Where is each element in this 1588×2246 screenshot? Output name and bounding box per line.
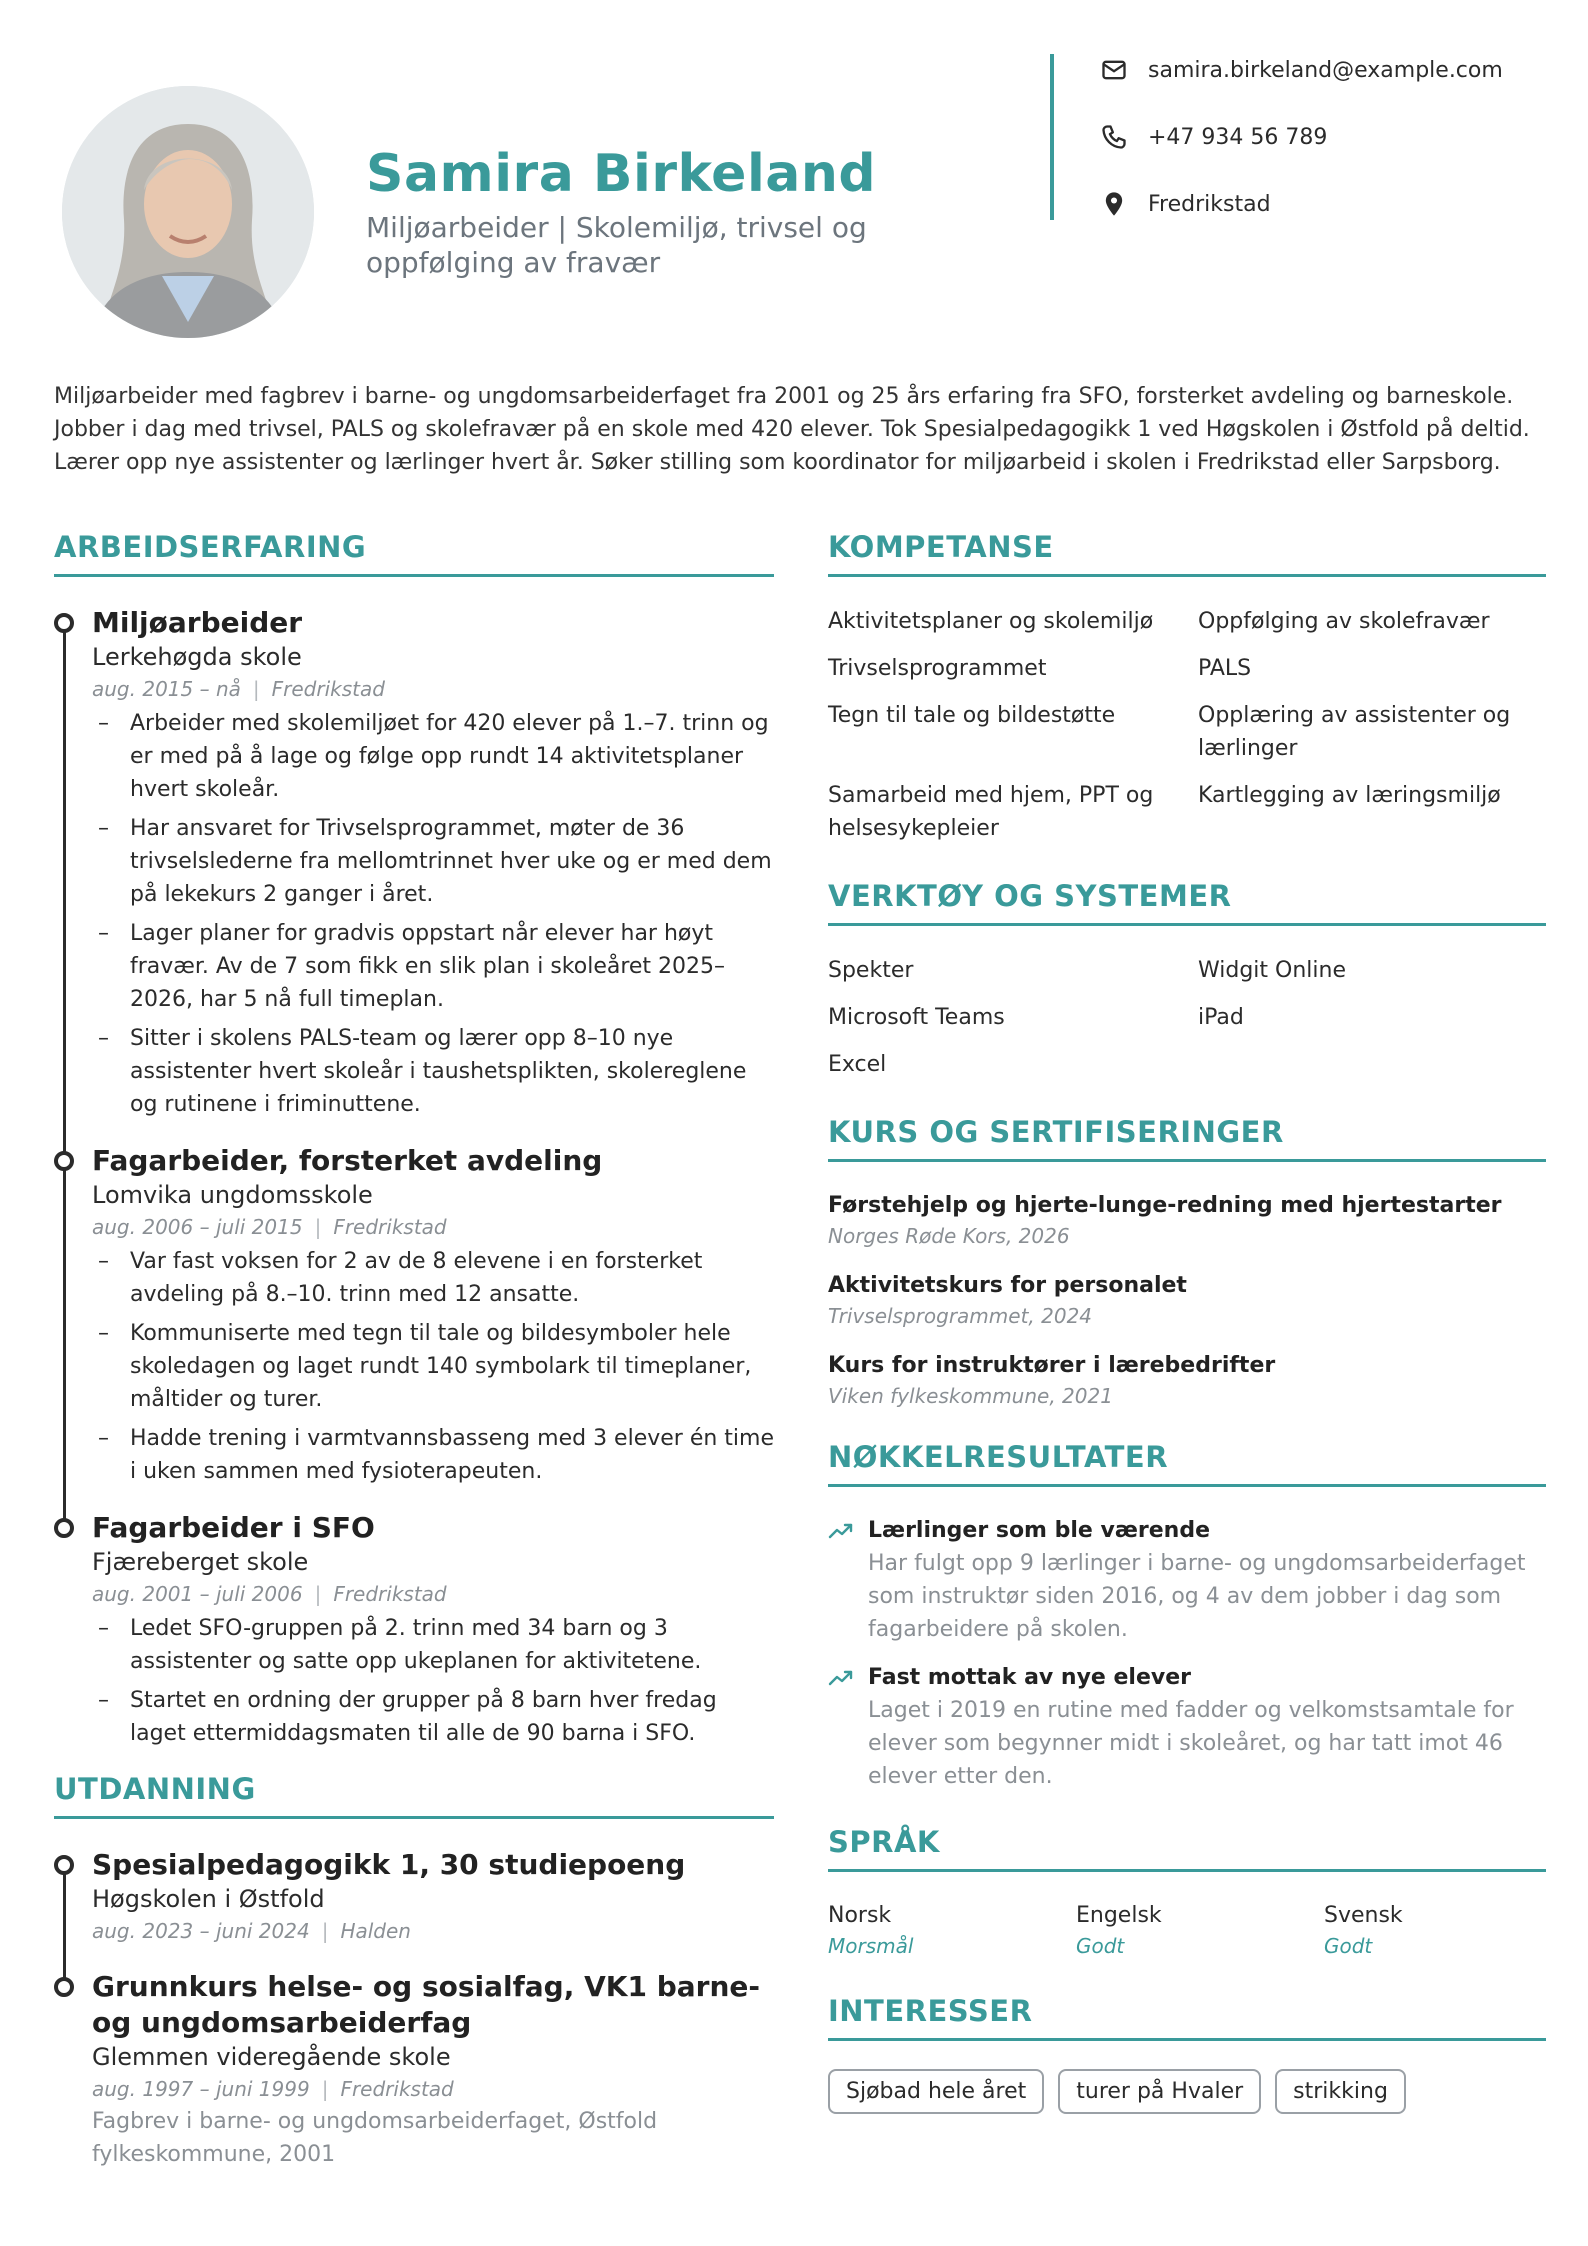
right-column [828, 530, 1546, 2114]
meta-separator: | [314, 1215, 322, 1239]
course-name: Førstehjelp og hjerte-lunge-redning med hjertestarter [828, 1193, 1502, 1218]
job-period: aug. 2006 – juli 2015 [92, 1215, 303, 1239]
language-item [1324, 1900, 1546, 1960]
job-period: aug. 2015 – nå [92, 677, 241, 701]
contact-email[interactable] [1100, 56, 1503, 84]
job-period: aug. 2001 – juli 2006 [92, 1582, 303, 1606]
contact-divider [1050, 54, 1054, 220]
skill-item: PALS [1198, 656, 1252, 681]
interests-list [828, 2069, 1546, 2114]
section-title-experience: ARBEIDSERFARING [54, 530, 774, 577]
timeline-line [63, 619, 66, 1528]
profile-summary: Miljøarbeider med fagbrev i barne- og ungdomsarbeiderfaget fra 2001 og 25 års erfaring fra SFO, forsterket avdeling og barneskole. Jobber i dag med trivsel, PALS og skolefravær på en skole med 420 elever. Tok Spesialpedagogikk 1 ved Høgskolen i Østfold på deltid. Lærer opp nye assistenter og lærlinger hvert år. Søker stilling som koordinator for miljøarbeid i skolen i Fredrikstad eller Sarpsborg. [54, 384, 1530, 475]
result-title: Lærlinger som ble værende [868, 1518, 1210, 1543]
skill-item: Oppfølging av skolefravær [1198, 609, 1490, 634]
course-item [828, 1270, 1546, 1330]
education-entry [92, 1847, 774, 1947]
education-timeline [54, 1847, 774, 2171]
education-meta [92, 1915, 774, 1947]
job-place: Fredrikstad [333, 1582, 447, 1606]
envelope-icon [1100, 56, 1128, 84]
bullet: – Hadde trening i varmtvannsbasseng med 3 elever én time i uken sammen med fysioterapeuten. [92, 1422, 774, 1488]
section-title-interests: INTERESSER [828, 1994, 1546, 2041]
education-note: Fagbrev i barne- og ungdomsarbeiderfaget, Østfold fylkeskommune, 2001 [92, 2109, 658, 2167]
cv-header [0, 0, 1588, 360]
tool-item: Widgit Online [1198, 958, 1347, 983]
education-meta [92, 2073, 774, 2105]
course-meta: Viken fylkeskommune, 2021 [828, 1384, 1113, 1408]
course-meta: Trivselsprogrammet, 2024 [828, 1304, 1093, 1328]
education-title: Spesialpedagogikk 1, 30 studiepoeng [92, 1848, 686, 1881]
skill-item: Tegn til tale og bildestøtte [828, 703, 1116, 728]
language-name: Norsk [828, 1903, 892, 1928]
tools-grid [828, 954, 1546, 1081]
result-item [828, 1515, 1546, 1646]
bullet: – Arbeider med skolemiljøet for 420 elever på 1.–7. trinn og er med på å lage og følge opp rundt 14 aktivitetsplaner hvert skoleår. [92, 707, 774, 806]
job-place: Fredrikstad [271, 677, 385, 701]
skill-item: Opplæring av assistenter og lærlinger [1198, 703, 1511, 761]
bullet: – Kommuniserte med tegn til tale og bildesymboler hele skoledagen og laget rundt 140 symbolark til timeplaner, måltider og turer. [92, 1317, 774, 1416]
result-text: Har fulgt opp 9 lærlinger i barne- og ungdomsarbeiderfaget som instruktør siden 2016, og 4 av dem jobber i dag som fagarbeidere på skolen. [868, 1551, 1526, 1642]
job-title: Miljøarbeider [92, 606, 303, 639]
meta-separator: | [252, 677, 260, 701]
bullet: – Lager planer for gradvis oppstart når elever har høyt fravær. Av de 7 som fikk en slik plan i skoleåret 2025–2026, har 5 nå full timeplan. [92, 917, 774, 1016]
section-title-education: UTDANNING [54, 1772, 774, 1819]
map-pin-icon [1100, 190, 1128, 218]
tool-item: iPad [1198, 1005, 1244, 1030]
section-title-languages: SPRÅK [828, 1825, 1546, 1872]
job-entry [92, 1143, 774, 1488]
job-entry [92, 605, 774, 1121]
result-item [828, 1662, 1546, 1793]
job-meta [92, 673, 774, 705]
language-name: Svensk [1324, 1903, 1403, 1928]
location-text: Fredrikstad [1148, 191, 1271, 217]
education-place: Fredrikstad [340, 2077, 454, 2101]
language-name: Engelsk [1076, 1903, 1162, 1928]
left-column [54, 530, 774, 2193]
bullet: – Sitter i skolens PALS-team og lærer opp 8–10 nye assistenter hvert skoleår i taushetsplikten, skolereglene og rutinene i friminuttene. [92, 1022, 774, 1121]
timeline-dot [54, 1151, 74, 1171]
job-meta [92, 1211, 774, 1243]
person-name: Samira Birkeland [366, 144, 877, 204]
course-name: Kurs for instruktører i lærebedrifter [828, 1353, 1276, 1378]
education-period: aug. 1997 – juni 1999 [92, 2077, 310, 2101]
job-title: Fagarbeider i SFO [92, 1511, 375, 1544]
language-item [1076, 1900, 1324, 1960]
courses-list [828, 1190, 1546, 1410]
job-entry [92, 1510, 774, 1750]
skills-grid [828, 605, 1546, 845]
job-title: Fagarbeider, forsterket avdeling [92, 1144, 603, 1177]
education-entry [92, 1969, 774, 2171]
section-title-courses: KURS OG SERTIFISERINGER [828, 1115, 1546, 1162]
job-employer: Lomvika ungdomsskole [92, 1181, 373, 1209]
job-employer: Lerkehøgda skole [92, 643, 302, 671]
tool-item: Spekter [828, 958, 914, 983]
job-bullets [92, 1612, 774, 1750]
job-bullets [92, 707, 774, 1121]
timeline-line [63, 1861, 66, 1987]
education-place: Halden [340, 1919, 411, 1943]
interest-chip: Sjøbad hele året [828, 2069, 1044, 2114]
skill-item: Kartlegging av læringsmiljø [1198, 783, 1501, 808]
profile-photo-image [62, 86, 314, 338]
phone-icon [1100, 123, 1128, 151]
experience-timeline [54, 605, 774, 1750]
skill-item: Samarbeid med hjem, PPT og helsesykepleier [828, 783, 1154, 841]
job-meta [92, 1578, 774, 1610]
bullet: – Var fast voksen for 2 av de 8 elevene i en forsterket avdeling på 8.–10. trinn med 12 ansatte. [92, 1245, 774, 1311]
timeline-dot [54, 1855, 74, 1875]
course-name: Aktivitetskurs for personalet [828, 1273, 1187, 1298]
meta-separator: | [314, 1582, 322, 1606]
course-item [828, 1190, 1546, 1250]
interest-chip: turer på Hvaler [1058, 2069, 1261, 2114]
result-text: Laget i 2019 en rutine med fadder og velkomstsamtale for elever som begynner midt i skoleåret, og har tatt imot 46 elever etter den. [868, 1698, 1514, 1789]
languages-list [828, 1900, 1546, 1960]
timeline-dot [54, 613, 74, 633]
contact-location [1100, 190, 1271, 218]
language-item [828, 1900, 1076, 1960]
tool-item: Microsoft Teams [828, 1005, 1005, 1030]
job-place: Fredrikstad [333, 1215, 447, 1239]
bullet: – Har ansvaret for Trivselsprogrammet, møter de 36 trivselslederne fra mellomtrinnet hver uke og er med dem på lekekurs 2 ganger i året. [92, 812, 774, 911]
skill-item: Trivselsprogrammet [828, 656, 1047, 681]
education-school: Glemmen videregående skole [92, 2043, 451, 2071]
headline: Miljøarbeider | Skolemiljø, trivsel og oppfølging av fravær [366, 211, 867, 279]
email-text[interactable]: samira.birkeland@example.com [1148, 57, 1503, 83]
section-title-tools: VERKTØY OG SYSTEMER [828, 879, 1546, 926]
trending-up-icon [828, 1521, 854, 1541]
phone-text[interactable]: +47 934 56 789 [1148, 124, 1328, 150]
course-meta: Norges Røde Kors, 2026 [828, 1224, 1070, 1248]
timeline-dot [54, 1977, 74, 1997]
language-level: Godt [1076, 1934, 1125, 1958]
section-title-results: NØKKELRESULTATER [828, 1440, 1546, 1487]
interest-chip: strikking [1275, 2069, 1406, 2114]
section-title-skills: KOMPETANSE [828, 530, 1546, 577]
tool-item: Excel [828, 1052, 887, 1077]
skill-item: Aktivitetsplaner og skolemiljø [828, 609, 1154, 634]
job-bullets [92, 1245, 774, 1488]
education-period: aug. 2023 – juni 2024 [92, 1919, 310, 1943]
bullet: – Ledet SFO-gruppen på 2. trinn med 34 barn og 3 assistenter og satte opp ukeplanen for aktivitetene. [92, 1612, 774, 1678]
education-title: Grunnkurs helse- og sosialfag, VK1 barne- og ungdomsarbeiderfag [92, 1970, 760, 2039]
course-item [828, 1350, 1546, 1410]
language-level: Morsmål [828, 1934, 914, 1958]
result-title: Fast mottak av nye elever [868, 1665, 1191, 1690]
timeline-dot [54, 1518, 74, 1538]
profile-photo [62, 86, 314, 338]
job-employer: Fjæreberget skole [92, 1548, 309, 1576]
contact-phone[interactable] [1100, 123, 1327, 151]
bullet: – Startet en ordning der grupper på 8 barn hver fredag laget ettermiddagsmaten til alle de 90 barna i SFO. [92, 1684, 774, 1750]
meta-separator: | [321, 2077, 329, 2101]
trending-up-icon [828, 1668, 854, 1688]
education-school: Høgskolen i Østfold [92, 1885, 325, 1913]
results-list [828, 1515, 1546, 1793]
language-level: Godt [1324, 1934, 1373, 1958]
meta-separator: | [321, 1919, 329, 1943]
